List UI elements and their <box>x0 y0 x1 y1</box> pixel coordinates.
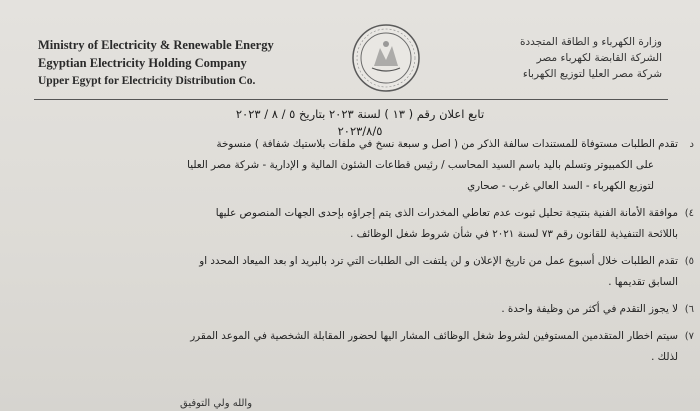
item-text: لذلك . <box>651 351 678 363</box>
distribution-company-name-ar: شركة مصر العليا لتوزيع الكهرباء <box>522 68 662 80</box>
list-item <box>24 134 694 197</box>
item-text: موافقة الأمانة الفنية بنتيجة تحليل ثبوت عدم تعاطي المخدرات الذى يتم إجراؤه بإحدى الجهات المنصوص عليها <box>215 207 678 219</box>
list-item <box>24 299 694 320</box>
item-number: ٥) <box>684 256 694 267</box>
list-item <box>24 326 694 368</box>
item-text: تقدم الطلبات خلال أسبوع عمل من تاريخ الإعلان و لن يلتفت الى الطلبات التي ترد بالبريد او بعد الميعاد المحدد او <box>199 255 678 267</box>
notice-date-line: ٢٠٢٣/٨/٥ <box>337 124 383 138</box>
holding-company-name-en: Egyptian Electricity Holding Company <box>38 56 247 70</box>
item-text: لتوزيع الكهرباء - السد العالي غرب - صحاري <box>467 180 654 192</box>
item-text: على الكمبيوتر وتسلم باليد باسم السيد المحاسب / رئيس قطاعات الشئون المالية و الإدارية - شركة مصر العليا <box>187 159 654 171</box>
ministry-name-en: Ministry of Electricity & Renewable Energy <box>38 38 274 52</box>
item-text: السابق تقديمها . <box>608 276 678 288</box>
ministry-name-ar: وزارة الكهرباء و الطاقة المتجددة <box>519 36 662 48</box>
header-english <box>38 36 338 90</box>
item-number: ٧) <box>684 331 694 342</box>
distribution-company-name-en: Upper Egypt for Electricity Distribution Co. <box>38 75 256 87</box>
list-item <box>24 203 694 245</box>
item-number: د <box>689 139 694 150</box>
item-text: باللائحة التنفيذية للقانون رقم ٧٣ لسنة ٢٠٢١ في شأن شروط شغل الوظائف . <box>350 228 678 240</box>
item-number: ٦) <box>684 304 694 315</box>
notice-body <box>24 134 694 374</box>
signature-line: والله ولي التوفيق <box>180 398 253 409</box>
item-number: ٤) <box>684 208 694 219</box>
item-text: لا يجوز التقدم في أكثر من وظيفة واحدة . <box>501 303 678 315</box>
company-seal-logo <box>350 22 422 94</box>
item-text: تقدم الطلبات مستوفاة للمستندات سالفة الذكر من ( اصل و سبعة نسخ في ملفات بلاستيك شفافة ) منسوخة <box>216 138 678 150</box>
header-arabic <box>462 34 662 82</box>
holding-company-name-ar: الشركة القابضة لكهرباء مصر <box>536 52 662 64</box>
item-text: سيتم اخطار المتقدمين المستوفين لشروط شغل الوظائف المشار اليها لحضور المقابلة الشخصية في الموعد المقرر <box>190 330 678 342</box>
notice-title-line: تابع اعلان رقم ( ١٣ ) لسنة ٢٠٢٣ بتاريخ ٥ / ٨ / ٢٠٢٣ <box>235 107 485 121</box>
header-divider <box>34 99 668 100</box>
list-item <box>24 251 694 293</box>
